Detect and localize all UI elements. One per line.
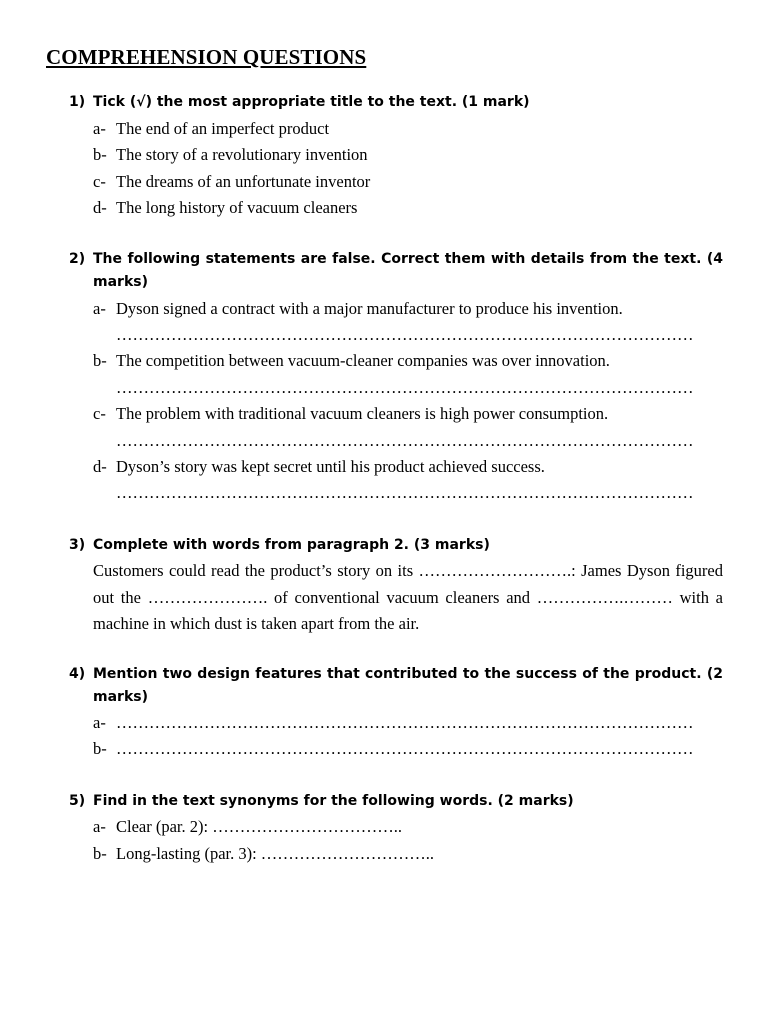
question-number: 4) [69, 666, 86, 682]
q2-answer-line-b[interactable]: …………………………………………………………………………………………… [116, 378, 694, 397]
option-letter: a- [93, 119, 106, 138]
q4-answer-line-b[interactable]: …………………………………………………………………………………………… [116, 739, 694, 758]
statement-letter: d- [93, 457, 107, 476]
question-2-heading [69, 248, 723, 294]
option-text: The dreams of an unfortunate inventor [116, 172, 371, 191]
question-text: Complete with words from paragraph 2. (3 marks) [93, 537, 490, 553]
question-number: 2) [69, 251, 86, 267]
item-letter: a- [93, 817, 106, 836]
option-text: The long history of vacuum cleaners [116, 198, 358, 217]
statement-letter: b- [93, 351, 107, 370]
statement-letter: a- [93, 299, 106, 318]
q2-answer-line-d[interactable]: …………………………………………………………………………………………… [116, 483, 694, 502]
option-text: The end of an imperfect product [116, 119, 330, 138]
q2-answer-line-a[interactable]: …………………………………………………………………………………………… [116, 325, 694, 344]
question-text: Find in the text synonyms for the following words. (2 marks) [93, 793, 574, 809]
q3-fill-in-paragraph[interactable]: Customers could read the product’s story on its ……………………….: James Dyson figured out the …………………. of conventional vacuum cleaners and …………….……… with a machine in which dust is taken apart from the air. [93, 561, 723, 633]
option-letter: b- [93, 145, 107, 164]
item-text: Clear (par. 2): …………………………….. [116, 817, 402, 836]
q4-answer-line-a[interactable]: …………………………………………………………………………………………… [116, 713, 694, 732]
question-number: 1) [69, 94, 86, 110]
question-text: Mention two design features that contributed to the success of the product. (2 marks) [93, 666, 723, 705]
option-letter: c- [93, 172, 106, 191]
option-text: The story of a revolutionary invention [116, 145, 368, 164]
item-letter: a- [93, 713, 106, 732]
q2-answer-line-c[interactable]: …………………………………………………………………………………………… [116, 431, 694, 450]
page-title: COMPREHENSION QUESTIONS [46, 45, 367, 69]
statement-text: Dyson’s story was kept secret until his product achieved success. [116, 457, 545, 476]
statement-text: The competition between vacuum-cleaner companies was over innovation. [116, 351, 610, 370]
question-number: 3) [69, 537, 86, 553]
question-text: The following statements are false. Correct them with details from the text. (4 marks) [93, 251, 723, 290]
question-number: 5) [69, 793, 86, 809]
statement-text: The problem with traditional vacuum cleaners is high power consumption. [116, 404, 609, 423]
question-4-heading [69, 663, 723, 709]
question-text: Tick (√) the most appropriate title to the text. (1 mark) [93, 94, 530, 110]
item-letter: b- [93, 844, 107, 863]
item-letter: b- [93, 739, 107, 758]
item-text: Long-lasting (par. 3): ………………………….. [116, 844, 435, 863]
statement-letter: c- [93, 404, 106, 423]
option-letter: d- [93, 198, 107, 217]
statement-text: Dyson signed a contract with a major manufacturer to produce his invention. [116, 299, 623, 318]
